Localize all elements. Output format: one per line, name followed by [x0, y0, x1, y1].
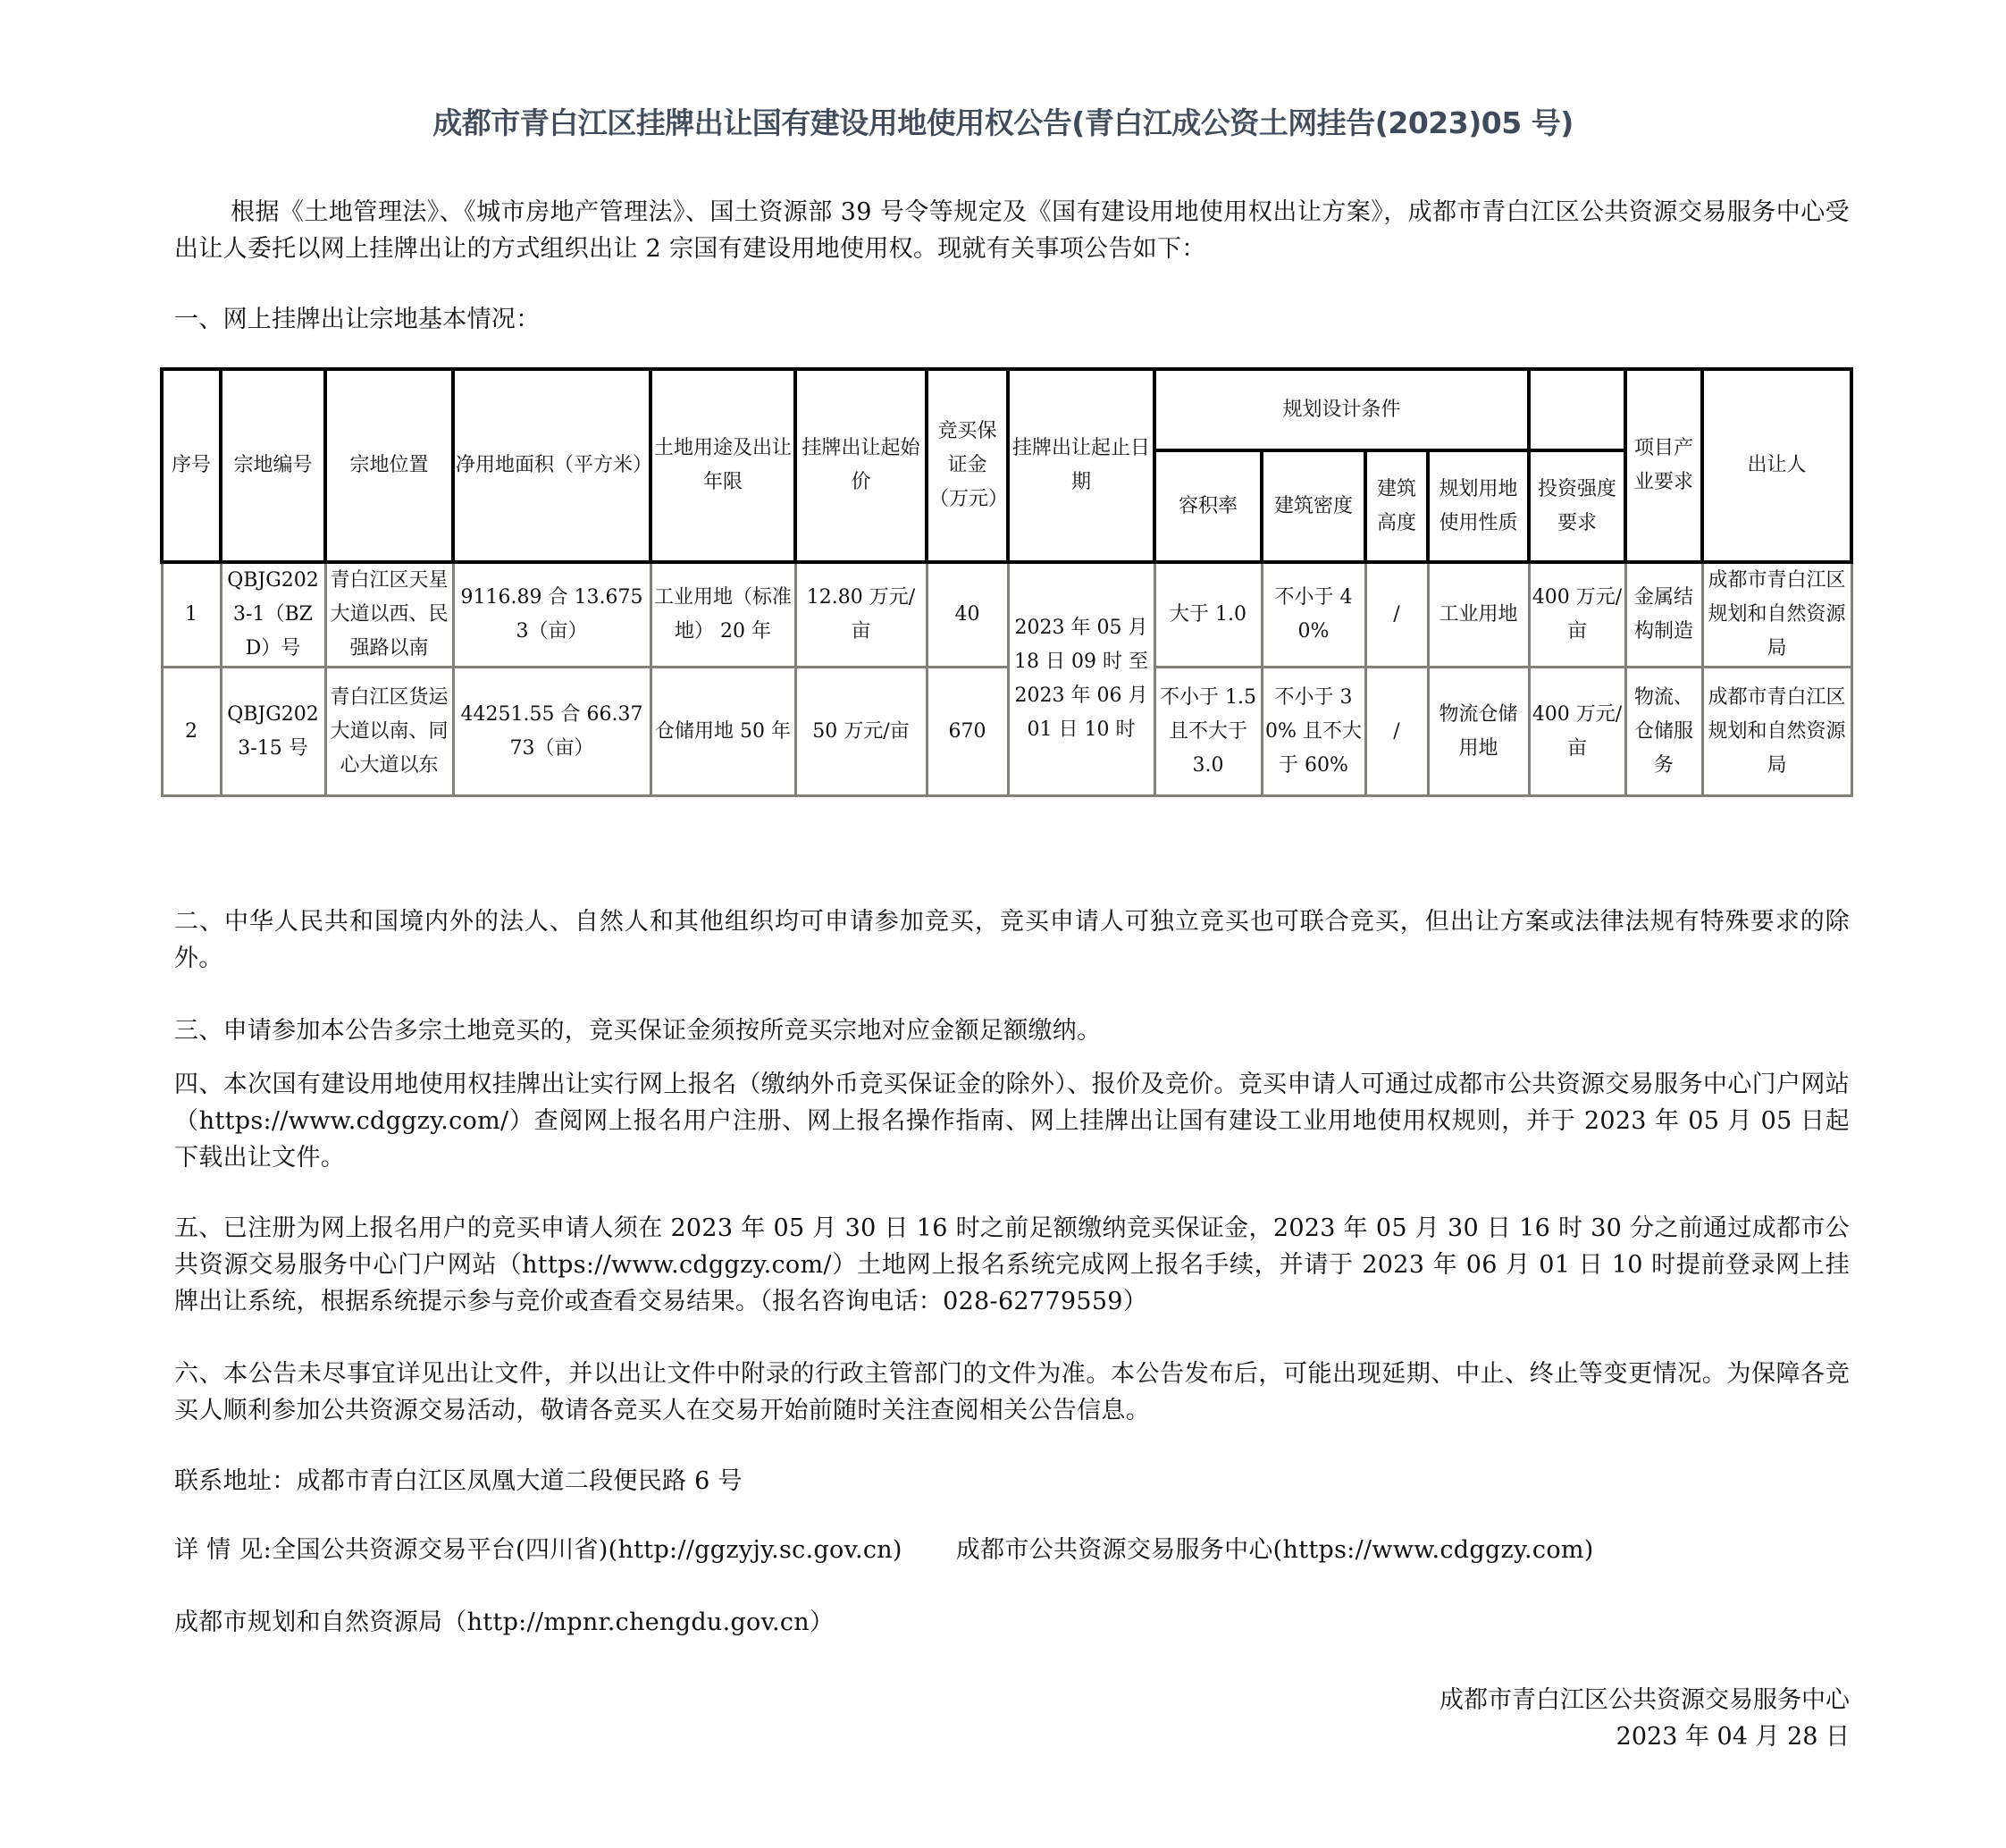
cell-seq: 2 — [162, 668, 221, 796]
link-planning-bureau[interactable]: 成都市规划和自然资源局（http://mpnr.chengdu.gov.cn） — [174, 1609, 835, 1636]
header-investment-top — [1529, 369, 1625, 450]
page-title: 成都市青白江区挂牌出让国有建设用地使用权公告(青白江成公资土网挂告(2023)05 号) — [432, 105, 1574, 140]
cell-period: 2023 年 05 月 18 日 09 时 至 2023 年 06 月 01 日 10 时 — [1008, 562, 1154, 796]
cell-investment: 400 万元/亩 — [1529, 668, 1625, 796]
header-seq: 序号 — [162, 369, 221, 562]
cell-far: 大于 1.0 — [1154, 562, 1262, 668]
table-row — [162, 562, 1851, 668]
cell-location: 青白江区货运大道以南、同心大道以东 — [325, 668, 453, 796]
cell-use-term: 工业用地（标准地） 20 年 — [650, 562, 795, 668]
header-density: 建筑密度 — [1262, 450, 1365, 562]
header-area: 净用地面积（平方米） — [453, 369, 650, 562]
signature-org: 成都市青白江区公共资源交易服务中心 — [1439, 1686, 1850, 1714]
cell-density: 不小于 40% — [1262, 562, 1365, 668]
cell-land-nature: 物流仓储用地 — [1428, 668, 1529, 796]
section3-paragraph: 三、申请参加本公告多宗土地竞买的，竞买保证金须按所竞买宗地对应金额足额缴纳。 — [174, 1017, 1102, 1045]
cell-grantor: 成都市青白江区规划和自然资源局 — [1702, 668, 1851, 796]
section5-paragraph: 五、已注册为网上报名用户的竞买申请人须在 2023 年 05 月 30 日 16 时之前足额缴纳竞买保证金，2023 年 05 月 30 日 16 时 30 分之前通过成都市公共资源交易服务中心门户网站（https://www.cdggzy.com/）土地网上报名系统完成网上报名手续，并请于 2023 年 06 月 01 日 10 时提前登录网上挂牌出让系统，根据系统提示参与竞价或查看交易结果。（报名咨询电话：028-62779559） — [174, 1214, 1850, 1315]
cell-height: / — [1365, 668, 1428, 796]
header-location: 宗地位置 — [325, 369, 453, 562]
section1-heading: 一、网上挂牌出让宗地基本情况： — [174, 306, 541, 333]
header-start-price: 挂牌出让起始价 — [795, 369, 927, 562]
section4-paragraph: 四、本次国有建设用地使用权挂牌出让实行网上报名（缴纳外币竞买保证金的除外）、报价及竞价。竞买申请人可通过成都市公共资源交易服务中心门户网站（https://www.cdggzy.com/）查阅网上报名用户注册、网上报名操作指南、网上挂牌出让国有建设工业用地使用权规则，并于 2023 年 05 月 05 日起下载出让文件。 — [174, 1071, 1850, 1172]
details-label: 详 情 见: — [174, 1536, 273, 1564]
header-industry: 项目产业要求 — [1625, 369, 1702, 562]
cell-far: 不小于 1.5 且不大于 3.0 — [1154, 668, 1262, 796]
table-row — [162, 668, 1851, 796]
contact-address: 联系地址：成都市青白江区凤凰大道二段便民路 6 号 — [174, 1467, 743, 1495]
intro-paragraph: 根据《土地管理法》、《城市房地产管理法》、国土资源部 39 号令等规定及《国有建设用地使用权出让方案》，成都市青白江区公共资源交易服务中心受出让人委托以网上挂牌出让的方式组织出让 2 宗国有建设用地使用权。现就有关事项公告如下： — [174, 198, 1850, 263]
section2-paragraph: 二、中华人民共和国境内外的法人、自然人和其他组织均可申请参加竞买，竞买申请人可独立竞买也可联合竞买，但出让方案或法律法规有特殊要求的除外。 — [174, 908, 1850, 972]
cell-investment: 400 万元/亩 — [1529, 562, 1625, 668]
cell-height: / — [1365, 562, 1428, 668]
header-land-nature: 规划用地使用性质 — [1428, 450, 1529, 562]
header-use-term: 土地用途及出让年限 — [650, 369, 795, 562]
cell-use-term: 仓储用地 50 年 — [650, 668, 795, 796]
cell-start-price: 12.80 万元/亩 — [795, 562, 927, 668]
cell-area: 44251.55 合 66.3773（亩） — [453, 668, 650, 796]
details-line — [174, 1532, 1850, 1568]
header-investment: 投资强度要求 — [1529, 450, 1625, 562]
link-chengdu-center[interactable]: 成都市公共资源交易服务中心(https://www.cdggzy.com) — [955, 1536, 1594, 1564]
header-far: 容积率 — [1154, 450, 1262, 562]
cell-density: 不小于 30% 且不大于 60% — [1262, 668, 1365, 796]
header-parcel-no: 宗地编号 — [221, 369, 325, 562]
cell-industry: 物流、仓储服务 — [1625, 668, 1702, 796]
cell-deposit: 670 — [927, 668, 1008, 796]
signature-date: 2023 年 04 月 28 日 — [1616, 1723, 1850, 1751]
header-planning-conditions: 规划设计条件 — [1154, 369, 1529, 450]
cell-location: 青白江区天星大道以西、民强路以南 — [325, 562, 453, 668]
cell-land-nature: 工业用地 — [1428, 562, 1529, 668]
cell-area: 9116.89 合 13.6753（亩） — [453, 562, 650, 668]
cell-deposit: 40 — [927, 562, 1008, 668]
header-grantor: 出让人 — [1702, 369, 1851, 562]
section6-paragraph: 六、本公告未尽事宜详见出让文件，并以出让文件中附录的行政主管部门的文件为准。本公告发布后，可能出现延期、中止、终止等变更情况。为保障各竞买人顺利参加公共资源交易活动，敬请各竞买人在交易开始前随时关注查阅相关公告信息。 — [174, 1360, 1850, 1424]
cell-start-price: 50 万元/亩 — [795, 668, 927, 796]
header-deposit: 竞买保证金（万元） — [927, 369, 1008, 562]
header-height: 建筑高度 — [1365, 450, 1428, 562]
cell-industry: 金属结构制造 — [1625, 562, 1702, 668]
cell-seq: 1 — [162, 562, 221, 668]
header-period: 挂牌出让起止日期 — [1008, 369, 1154, 562]
cell-parcel-no: QBJG2023-15 号 — [221, 668, 325, 796]
land-parcel-table — [160, 367, 1853, 797]
cell-parcel-no: QBJG2023-1（BZD）号 — [221, 562, 325, 668]
cell-grantor: 成都市青白江区规划和自然资源局 — [1702, 562, 1851, 668]
link-national-platform[interactable]: 全国公共资源交易平台(四川省)(http://ggzyjy.sc.gov.cn) — [272, 1536, 902, 1564]
